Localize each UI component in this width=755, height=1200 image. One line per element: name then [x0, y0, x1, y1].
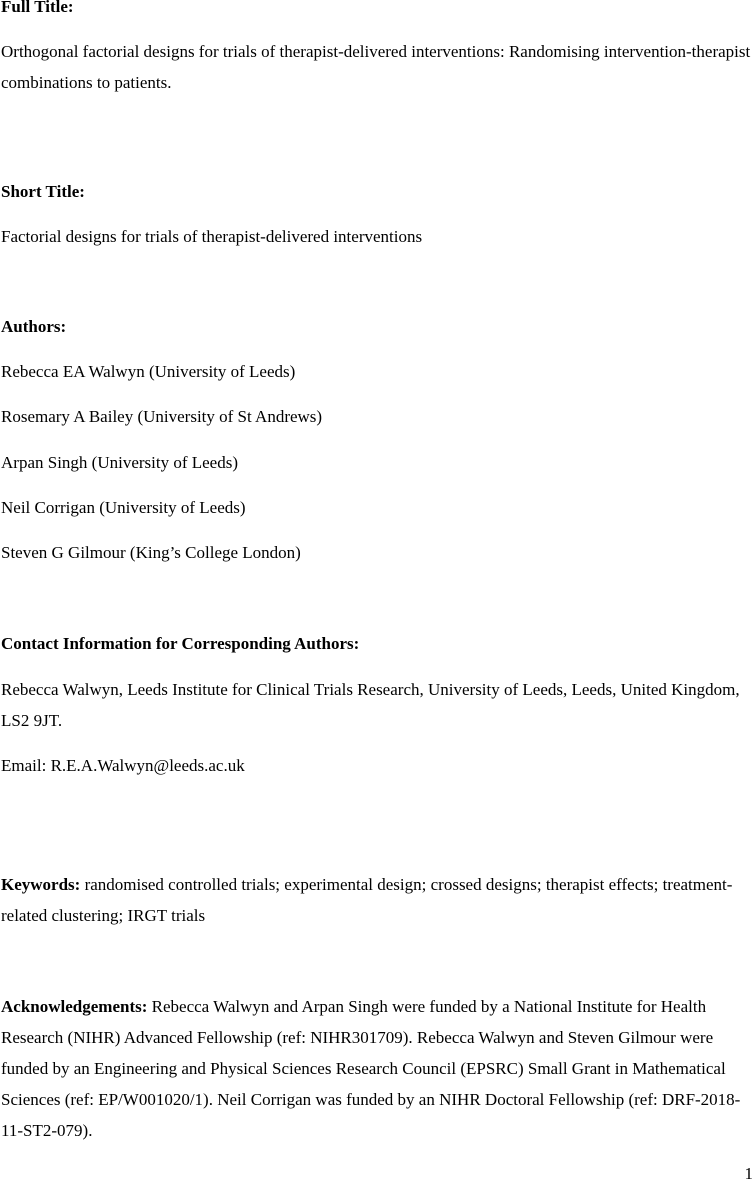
- full-title-text: Orthogonal factorial designs for trials of therapist-delivered interventions: Randomising intervention-therapist combinations to patients.: [1, 42, 751, 92]
- contact-email: Email: R.E.A.Walwyn@leeds.ac.uk: [1, 756, 245, 775]
- author-5: Steven G Gilmour (King’s College London): [1, 543, 301, 562]
- author-3: Arpan Singh (University of Leeds): [1, 453, 239, 472]
- page-number: 1: [744, 1164, 753, 1183]
- full-title-heading: Full Title:: [1, 0, 74, 16]
- author-4: Neil Corrigan (University of Leeds): [1, 498, 246, 517]
- keywords-label: Keywords:: [1, 875, 81, 894]
- short-title-heading: Short Title:: [1, 182, 85, 201]
- acknowledgements-text: Rebecca Walwyn and Arpan Singh were funded by a National Institute for Health Research (NIHR) Advanced Fellowship (ref: NIHR301709). Rebecca Walwyn and Steven Gilmour were funded by an Engineering and Physical Sciences Research Council (EPSRC) Small Grant in Mathematical Sciences (ref: EP/W001020/1). Neil Corrigan was funded by an NIHR Doctoral Fellowship (ref: DRF-2018-11-ST2-079).: [1, 997, 741, 1140]
- short-title-text: Factorial designs for trials of therapist-delivered interventions: [1, 227, 423, 246]
- keywords-text: randomised controlled trials; experimental design; crossed designs; therapist effects; treatment-related clustering; IRGT trials: [1, 875, 733, 925]
- author-1: Rebecca EA Walwyn (University of Leeds): [1, 362, 296, 381]
- author-2: Rosemary A Bailey (University of St Andrews): [1, 407, 323, 426]
- acknowledgements-paragraph: [1, 991, 751, 1146]
- contact-heading: Contact Information for Corresponding Authors:: [1, 634, 360, 653]
- acknowledgements-label: Acknowledgements:: [1, 997, 148, 1016]
- contact-address: Rebecca Walwyn, Leeds Institute for Clinical Trials Research, University of Leeds, Leeds, United Kingdom, LS2 9JT.: [1, 680, 740, 730]
- keywords-paragraph: [1, 869, 751, 931]
- authors-heading: Authors:: [1, 317, 67, 336]
